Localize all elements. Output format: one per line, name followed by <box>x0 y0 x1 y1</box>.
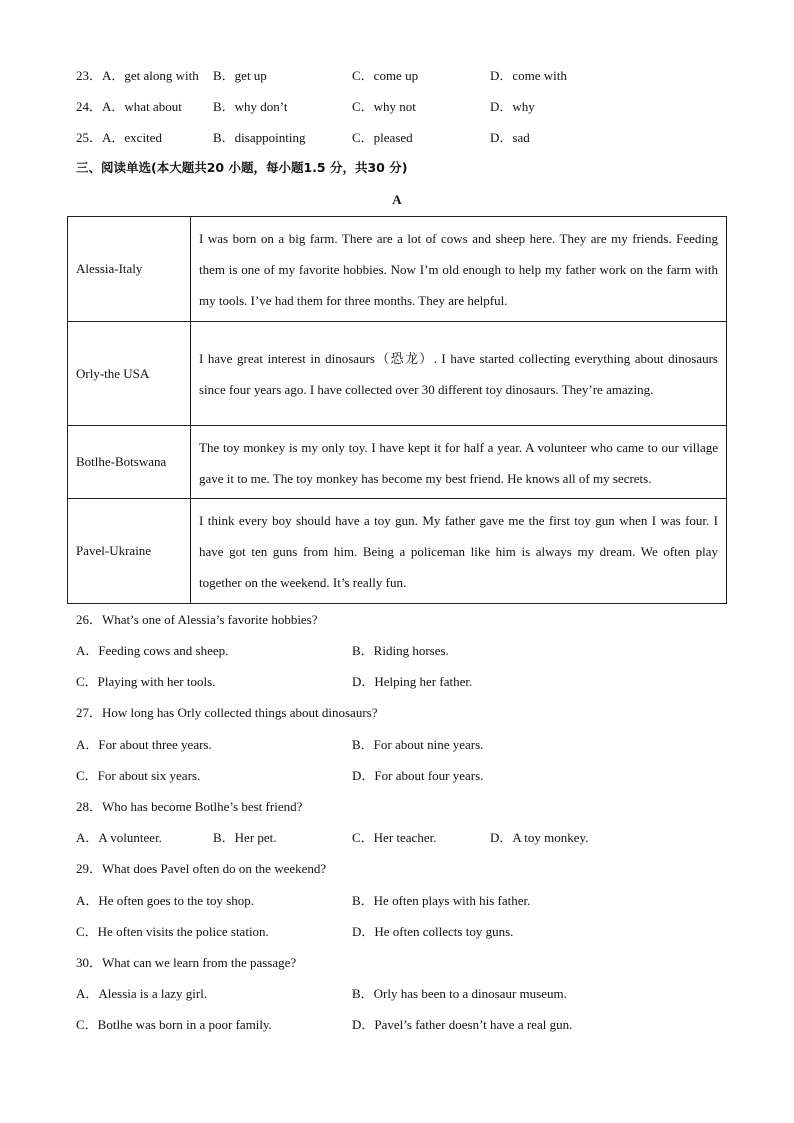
kid-name: Alessia-Italy <box>68 217 191 322</box>
question-28-stem: 28．Who has become Botlhe’s best friend? <box>76 799 303 814</box>
option-c: C．He often visits the police station. <box>76 924 269 939</box>
choice-24-b: B．why don’t <box>213 99 288 114</box>
kid-name: Orly-the USA <box>68 322 191 426</box>
question-26-stem: 26．What’s one of Alessia’s favorite hobbies? <box>76 612 318 627</box>
option-c: C．Her teacher. <box>352 830 437 845</box>
kid-text: I was born on a big farm. There are a lot of cows and sheep here. They are my friends. Feeding them is one of my favorite hobbies. Now I’m old enough to help my father work on the farm with my tools. I’ve had them for three months. They are helpful. <box>191 217 727 322</box>
choice-24-d: D．why <box>490 99 535 114</box>
option-b: B．Her pet. <box>213 830 277 845</box>
passage-label: A <box>392 192 402 207</box>
option-d: D．He often collects toy guns. <box>352 924 514 939</box>
choice-25-b: B．disappointing <box>213 130 306 145</box>
option-d: D．For about four years. <box>352 768 484 783</box>
option-a: A．Alessia is a lazy girl. <box>76 986 208 1001</box>
choice-23-b: B．get up <box>213 68 267 83</box>
kid-text: I think every boy should have a toy gun. My father gave me the first toy gun when I was four. I have got ten guns from him. Being a policeman like him is always my dream. We often play together on the weekend. It’s really fun. <box>191 499 727 604</box>
table-row <box>68 322 727 426</box>
table-row <box>68 426 727 499</box>
option-b: B．Riding horses. <box>352 643 449 658</box>
choice-24-c: C．why not <box>352 99 416 114</box>
option-a: A．He often goes to the toy shop. <box>76 893 255 908</box>
option-b: B．For about nine years. <box>352 737 484 752</box>
option-d: D．Helping her father. <box>352 674 473 689</box>
section-title: 三、阅读单选(本大题共20 小题，每小题1.5 分，共30 分) <box>76 160 408 175</box>
option-c: C．Botlhe was born in a poor family. <box>76 1017 272 1032</box>
choice-25-d: D．sad <box>490 130 530 145</box>
table-row <box>68 217 727 322</box>
choice-25-a: 25．A．excited <box>76 130 162 145</box>
option-a: A．A volunteer. <box>76 830 162 845</box>
option-a: A．Feeding cows and sheep. <box>76 643 229 658</box>
choice-23-c: C．come up <box>352 68 419 83</box>
choice-25-c: C．pleased <box>352 130 413 145</box>
question-30-stem: 30．What can we learn from the passage? <box>76 955 297 970</box>
kid-text: The toy monkey is my only toy. I have kept it for half a year. A volunteer who came to our village gave it to me. The toy monkey has become my best friend. He knows all of my secrets. <box>191 426 727 499</box>
option-a: A．For about three years. <box>76 737 212 752</box>
kid-name: Botlhe-Botswana <box>68 426 191 499</box>
kid-text: I have great interest in dinosaurs（恐龙）. I have started collecting everything about dinosaurs since four years ago. I have collected over 30 different toy dinosaurs. They’re amazing. <box>191 322 727 426</box>
table-row <box>68 499 727 604</box>
option-d: D．Pavel’s father doesn’t have a real gun. <box>352 1017 573 1032</box>
kid-name: Pavel-Ukraine <box>68 499 191 604</box>
choice-24-a: 24．A．what about <box>76 99 182 114</box>
option-c: C．Playing with her tools. <box>76 674 216 689</box>
choice-23-d: D．come with <box>490 68 567 83</box>
question-27-stem: 27．How long has Orly collected things about dinosaurs? <box>76 705 378 720</box>
option-b: B．He often plays with his father. <box>352 893 531 908</box>
question-29-stem: 29．What does Pavel often do on the weekend? <box>76 861 327 876</box>
passage-table <box>67 216 727 604</box>
option-c: C．For about six years. <box>76 768 201 783</box>
option-d: D．A toy monkey. <box>490 830 589 845</box>
choice-23-a: 23．A．get along with <box>76 68 199 83</box>
option-b: B．Orly has been to a dinosaur museum. <box>352 986 567 1001</box>
